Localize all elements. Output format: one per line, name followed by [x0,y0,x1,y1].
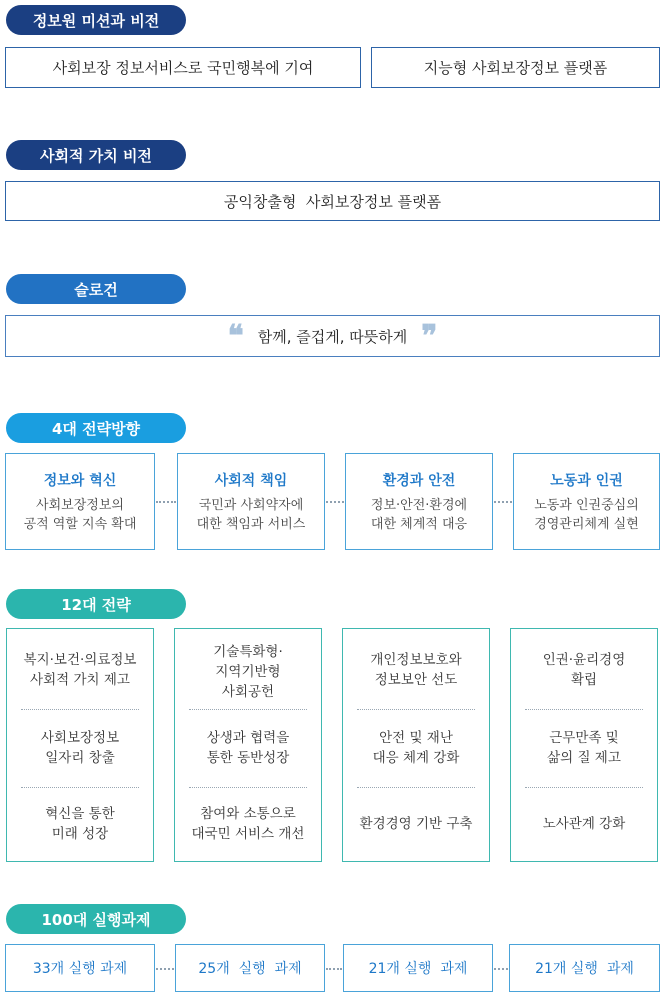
slogan-text: 함께, 즐겁게, 따뜻하게 [257,327,408,346]
direction-desc: 사회보장정보의 공적 역할 지속 확대 [23,497,137,532]
strategy-divider [189,709,307,710]
vision-box: 지능형 사회보장정보 플랫폼 [371,47,660,88]
strategy-cell: 기술특화형· 지역기반형 사회공헌 [213,644,283,700]
strategy-cell: 근무만족 및 삶의 질 제고 [547,730,621,766]
slogan-box [5,315,660,357]
direction-title: 사회적 책임 [214,472,288,489]
connector-dots [156,968,174,970]
strategy-cell: 환경경영 기반 구축 [359,816,473,832]
connector-dots [326,501,344,503]
direction-card [345,453,493,550]
task-box: 21개 실행 과제 [343,944,493,992]
connector-dots [494,501,512,503]
open-quote-icon: ❝ [227,318,244,354]
direction-card [5,453,155,550]
strategy-divider [357,709,475,710]
direction-card [513,453,660,550]
direction-title: 정보와 혁신 [43,472,117,489]
strategy-column [342,628,490,862]
strategy-column [174,628,322,862]
direction-desc: 국민과 사회약자에 대한 책임과 서비스 [196,497,306,532]
strategy-cell: 노사관계 강화 [542,816,626,832]
directions-header: 4대 전략방향 [6,413,186,443]
strategy-divider [525,709,643,710]
mission-box: 사회보장 정보서비스로 국민행복에 기여 [5,47,361,88]
tasks-header: 100대 실행과제 [6,904,186,934]
strategy-divider [357,787,475,788]
direction-desc: 정보·안전·환경에 대한 체계적 대응 [370,497,468,532]
strategy-cell: 사회보장정보 일자리 창출 [40,730,120,766]
direction-title: 환경과 안전 [382,472,456,489]
strategy-column [510,628,658,862]
connector-dots [156,501,176,503]
strategy-divider [525,787,643,788]
strategy-cell: 안전 및 재난 대응 체계 강화 [372,730,460,766]
strategy-column [6,628,154,862]
strategy-cell: 혁신을 통한 미래 성장 [45,806,115,842]
direction-title: 노동과 인권 [550,472,623,489]
strategy-cell: 상생과 협력을 통한 동반성장 [206,730,290,766]
strategy-divider [21,787,139,788]
strategy-cell: 참여와 소통으로 대국민 서비스 개선 [191,806,305,842]
social-value-header: 사회적 가치 비전 [6,140,186,170]
slogan-header: 슬로건 [6,274,186,304]
close-quote-icon: ❞ [421,318,438,354]
social-value-box: 공익창출형 사회보장정보 플랫폼 [5,181,660,221]
connector-dots [494,968,508,970]
strategy-cell: 인권·윤리경영 확립 [542,652,626,688]
direction-desc: 노동과 인권중심의 경영관리체계 실현 [534,497,639,532]
strategy-cell: 개인정보보호와 정보보안 선도 [370,652,462,688]
strategies-header: 12대 전략 [6,589,186,619]
strategy-cell: 복지·보건·의료정보 사회적 가치 제고 [23,652,137,688]
task-box: 33개 실행 과제 [5,944,155,992]
task-box: 21개 실행 과제 [509,944,660,992]
mission-header: 정보원 미션과 비전 [6,5,186,35]
strategy-divider [21,709,139,710]
direction-card [177,453,325,550]
task-box: 25개 실행 과제 [175,944,325,992]
strategy-divider [189,787,307,788]
connector-dots [326,968,342,970]
